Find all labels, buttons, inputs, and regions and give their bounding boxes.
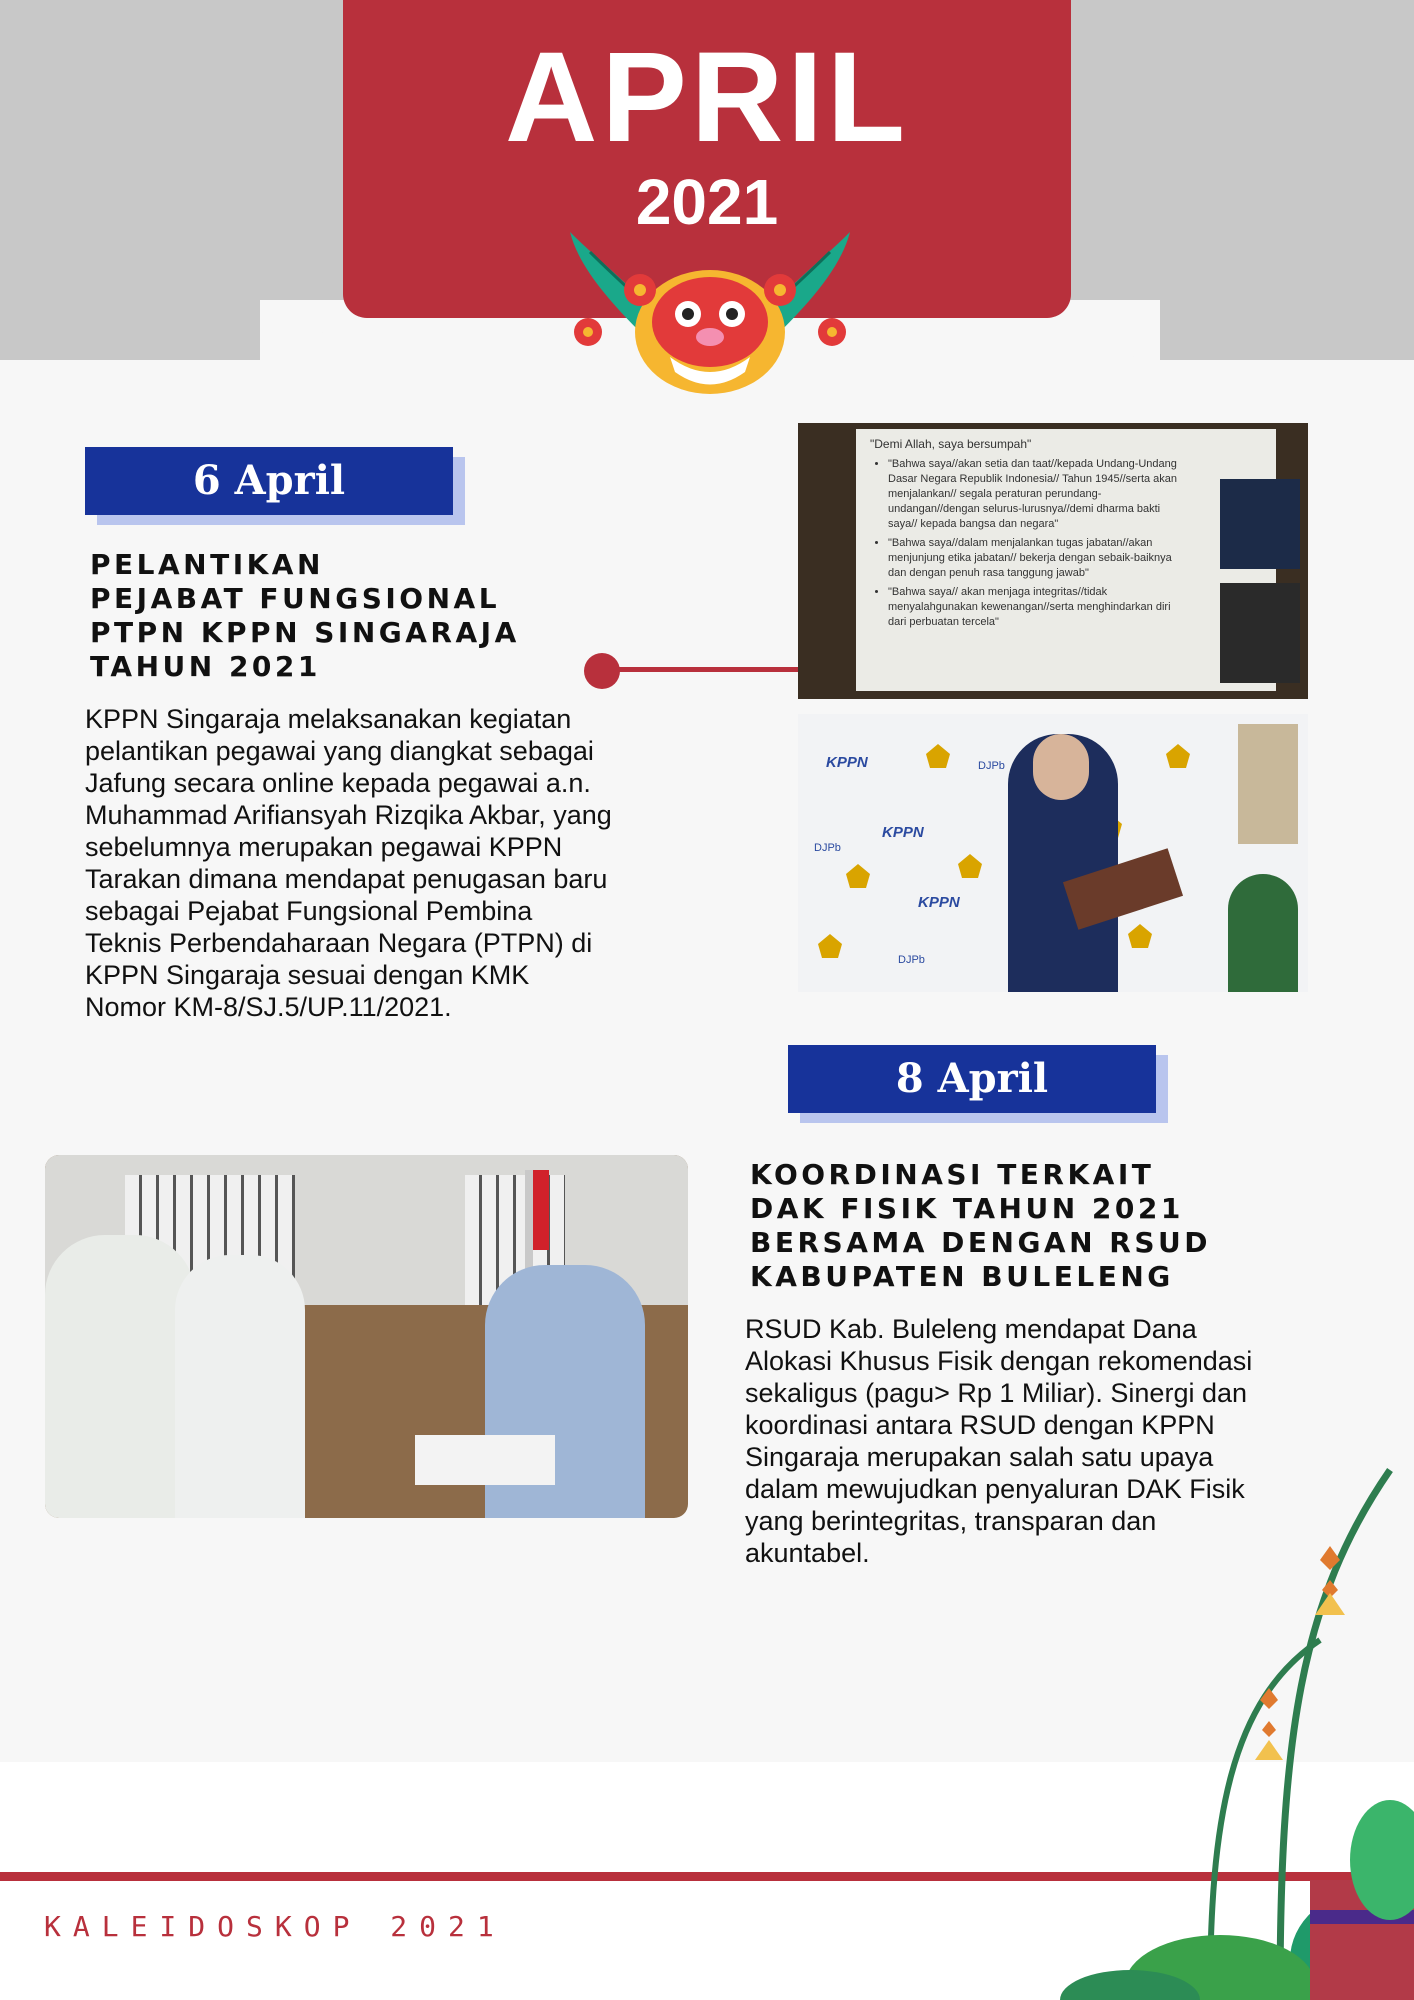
event-title-pelantikan	[90, 548, 520, 684]
footer-label: KALEIDOSKOP 2021	[44, 1910, 506, 1943]
event-description-pelantikan: KPPN Singaraja melaksanakan kegiatan pelantikan pegawai yang diangkat sebagai Jafung secara online kepada pegawai a.n. Muhammad Arifiansyah Rizqika Akbar, yang sebelumnya merupakan pegawai KPPN Tarakan dimana mendapat penugasan baru sebagai Pejabat Fungsional Pembina Teknis Perbendaharaan Negara (PTPN) di KPPN Singaraja sesuai dengan KMK Nomor KM-8/SJ.5/UP.11/2021.	[85, 704, 612, 1022]
timeline-dot	[584, 653, 620, 689]
year-subtitle: 2021	[635, 166, 779, 238]
title-line: KABUPATEN BULELENG	[750, 1260, 1174, 1293]
photo-oath-slide	[798, 423, 1308, 699]
backdrop-logo: KPPN	[918, 894, 960, 911]
date-tag-8-april	[788, 1045, 1156, 1113]
timeline-connector	[600, 667, 800, 672]
photo-officer-reading	[798, 714, 1308, 992]
barong-mask-icon	[540, 222, 880, 402]
date-label: 8 April	[788, 1045, 1156, 1113]
slide-bullets	[870, 457, 1178, 630]
title-line: BERSAMA DENGAN RSUD	[750, 1226, 1211, 1259]
date-tag-6-april	[85, 447, 453, 515]
bali-penjor-decoration-icon	[1060, 1440, 1414, 2000]
slide-bullet: • "Bahwa saya//dalam menjalankan tugas jabatan//akan menjunjung etika jabatan// bekerja dengan sebaik-baiknya dan dengan penuh rasa tanggung jawab"	[888, 536, 1178, 581]
title-line: PEJABAT FUNGSIONAL	[90, 582, 501, 615]
potted-plant	[1228, 874, 1298, 992]
person-left	[45, 1235, 195, 1518]
date-label: 6 April	[85, 447, 453, 515]
wall-frame	[1238, 724, 1298, 844]
backdrop-logo: KPPN	[882, 824, 924, 841]
flag	[533, 1170, 549, 1250]
video-call-tile	[1220, 479, 1300, 569]
title-line: PTPN KPPN SINGARAJA	[90, 616, 520, 649]
video-call-tile	[1220, 583, 1300, 683]
title-line: KOORDINASI TERKAIT	[750, 1158, 1155, 1191]
event-title-koordinasi	[750, 1158, 1211, 1294]
backdrop-logo: DJPb	[814, 842, 841, 854]
person-middle	[175, 1255, 305, 1518]
backdrop-logo: DJPb	[978, 760, 1005, 772]
photo-coordination-meeting	[45, 1155, 688, 1518]
slide-bullet: • "Bahwa saya// akan menjaga integritas//tidak menyalahgunakan kewenangan//serta menghindarkan diri dari perbuatan tercela"	[888, 585, 1178, 630]
title-line: DAK FISIK TAHUN 2021	[750, 1192, 1184, 1225]
slide-heading: "Demi Allah, saya bersumpah"	[870, 437, 1032, 451]
backdrop-logo: KPPN	[826, 754, 868, 771]
month-title: APRIL	[505, 26, 909, 169]
event-description-koordinasi: RSUD Kab. Buleleng mendapat Dana Alokasi Khusus Fisik dengan rekomendasi sekaligus (pagu> Rp 1 Miliar). Sinergi dan koordinasi antara RSUD dengan KPPN Singaraja merupakan salah satu upaya dalam mewujudkan penyaluran DAK Fisik yang berintegritas, transparan dan akuntabel.	[745, 1314, 1253, 1568]
title-line: PELANTIKAN	[90, 548, 324, 581]
backdrop-logo: DJPb	[898, 954, 925, 966]
slide-bullet: • "Bahwa saya//akan setia dan taat//kepada Undang-Undang Dasar Negara Republik Indonesia// Tahun 1945//serta akan menjalankan// segala peraturan perundang-undangan//dengan selurus-lurusnya//demi dharma bakti saya// kepada bangsa dan negara"	[888, 457, 1178, 532]
officer-head	[1033, 734, 1089, 800]
title-line: TAHUN 2021	[90, 650, 321, 683]
table-items	[415, 1435, 555, 1485]
oath-slide-screen	[856, 429, 1276, 691]
